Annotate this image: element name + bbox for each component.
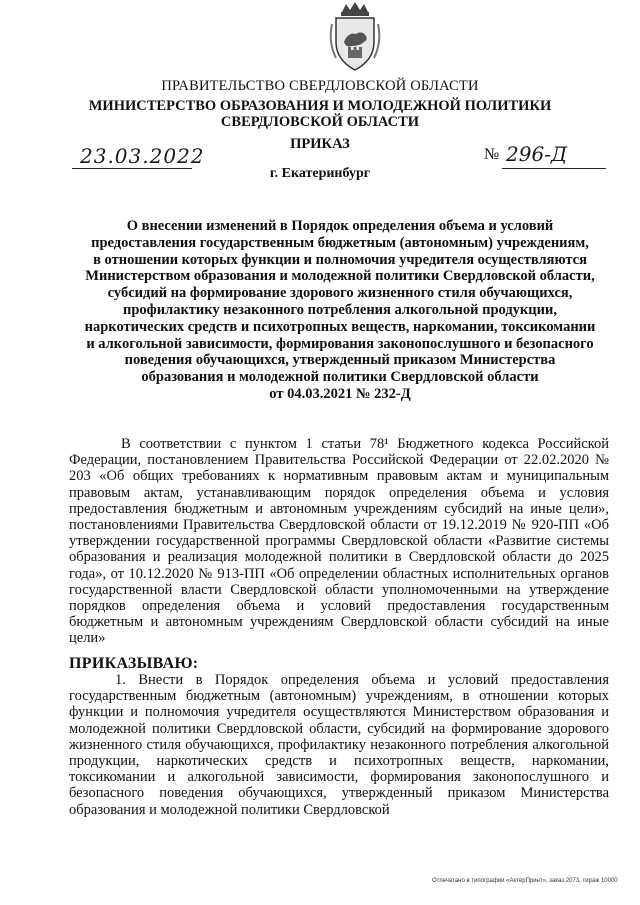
order-heading (70, 218, 610, 403)
heading-line: образования и молодежной политики Свердловской области (141, 369, 539, 386)
heading-line: от 04.03.2021 № 232-Д (269, 385, 411, 402)
heading-line: Министерством образования и молодежной политики Свердловской области, (85, 268, 595, 285)
handwritten-date: 23.03.2022 (80, 144, 205, 168)
heading-line: и алкогольной зависимости, формирования законопослушного и безопасного (86, 335, 594, 352)
printing-note: Отпечатано в типографии «АктерПринт», заказ 2073, тираж 10000 (432, 878, 618, 884)
order-word: ПРИКАЗЫВАЮ: (69, 655, 199, 672)
heading-line: профилактику незаконного потребления алкогольной продукции, (123, 301, 557, 318)
preamble-paragraph: В соответствии с пунктом 1 статьи 78¹ Бюджетного кодекса Российской Федерации, постановлением Правительства Российской Федерации от 22.02.2020 № 203 «Об общих требованиях к нормативным правовым актам и муниципальным правовым актам, устанавливающим порядок определения объема и условия предоставления бюджетным и автономным учреждениям субсидий на иные цели», постановлениями Правительства Свердловской области от 19.12.2019 № 920-ПП «Об утверждении государственной программы Свердловской области «Развитие системы образования и реализация молодежной политики в Свердловской области до 2025 года», от 10.12.2020 № 913-ПП «Об определении областных исполнительных органов государственной власти Свердловской области уполномоченными на утверждение порядков определения объема и условий предоставления государственным бюджетным и автономным учреждениям Свердловской области субсидий на иные цели» (69, 436, 609, 647)
order-item-1: 1. Внести в Порядок определения объема и условий предоставления государственным бюджетным (автономным) учреждениям, в отношении которых функции и полномочия учредителя осуществляются Министерством образования и молодежной политики Свердловской области, субсидий на формирование здорового жизненного стиля обучающихся, профилактику незаконного потребления алкогольной продукции, наркотических средств и психотропных веществ, наркомании, токсикомании и алкогольной зависимости, формирования законопослушного и безопасного поведения обучающихся, утвержденный приказом Министерства образования и молодежной политики Свердловской (69, 672, 609, 818)
ministry-line-1: МИНИСТЕРСТВО ОБРАЗОВАНИЯ И МОЛОДЕЖНОЙ ПОЛИТИКИ (88, 98, 552, 114)
city: г. Екатеринбург (269, 166, 371, 181)
heading-line: поведения обучающихся, утвержденный приказом Министерства (124, 352, 556, 369)
coat-of-arms-icon (328, 2, 382, 74)
heading-line: в отношении которых функции и полномочия учредителя осуществляются (93, 251, 587, 268)
heading-line: О внесении изменений в Порядок определения объема и условий (126, 218, 554, 234)
handwritten-number: 296-Д (506, 142, 568, 166)
heading-line: субсидий на формирование здорового жизненного стиля обучающихся, (107, 285, 573, 302)
ministry-name (0, 98, 640, 130)
government-name: ПРАВИТЕЛЬСТВО СВЕРДЛОВСКОЙ ОБЛАСТИ (161, 78, 479, 94)
preamble (69, 436, 609, 647)
number-sign: № (484, 146, 500, 163)
heading-line: наркотических средств и психотропных веществ, наркомании, токсикомании (84, 318, 596, 335)
document-type: ПРИКАЗ (290, 136, 350, 152)
ministry-line-2: СВЕРДЛОВСКОЙ ОБЛАСТИ (220, 114, 420, 130)
heading-line: предоставления государственным бюджетным (автономным) учреждениям, (91, 234, 589, 251)
